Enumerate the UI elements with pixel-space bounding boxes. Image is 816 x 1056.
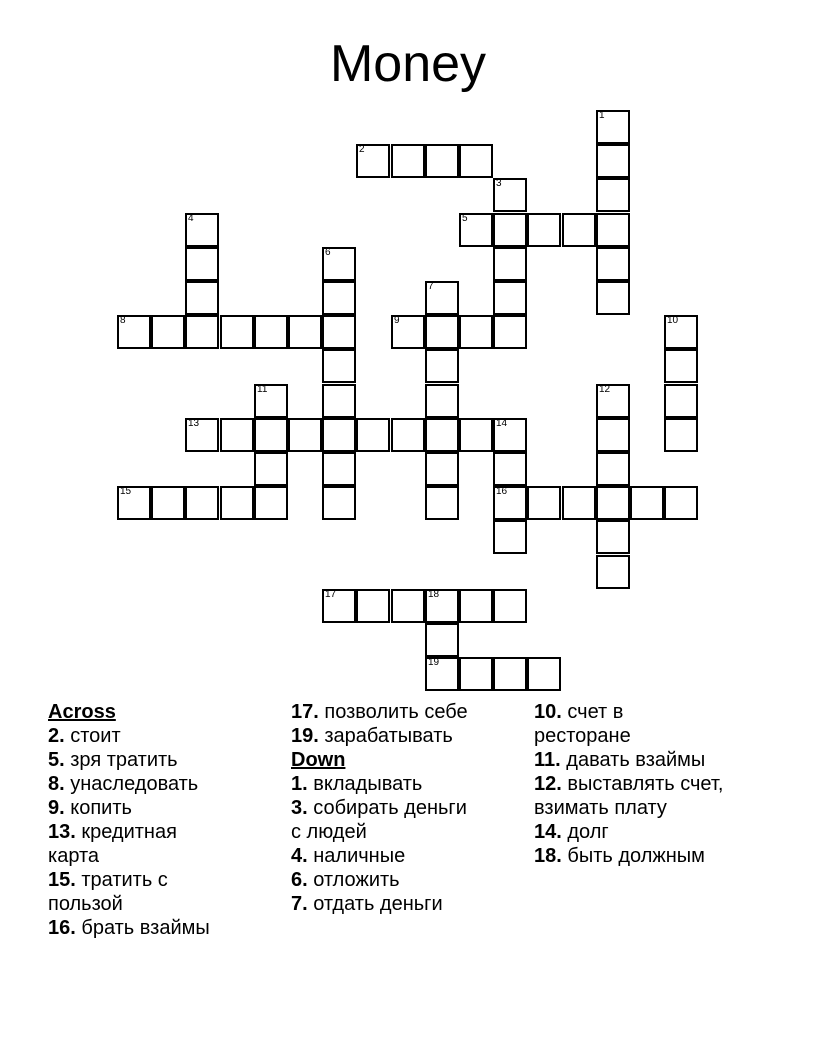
cell-number-3: 3 xyxy=(496,178,502,189)
grid-cell-r16-c10[interactable] xyxy=(459,657,493,691)
grid-cell-r11-c3[interactable] xyxy=(220,486,254,520)
cell-number-7: 7 xyxy=(428,281,434,292)
grid-cell-r11-c15[interactable] xyxy=(630,486,664,520)
grid-cell-r8-c4[interactable] xyxy=(254,384,288,418)
grid-cell-r11-c0[interactable] xyxy=(117,486,151,520)
grid-cell-r9-c4[interactable] xyxy=(254,418,288,452)
cell-number-1: 1 xyxy=(599,110,605,121)
grid-cell-r6-c16[interactable] xyxy=(664,315,698,349)
clue-down-10: 10. счет в ресторане xyxy=(534,701,631,747)
grid-cell-r14-c10[interactable] xyxy=(459,589,493,623)
clue-down-11: 11. давать взаймы xyxy=(534,749,706,771)
grid-cell-r8-c14[interactable] xyxy=(596,384,630,418)
grid-cell-r1-c14[interactable] xyxy=(596,144,630,178)
across-heading: Across xyxy=(48,701,116,723)
cell-number-17: 17 xyxy=(325,589,337,600)
grid-cell-r6-c10[interactable] xyxy=(459,315,493,349)
cell-number-8: 8 xyxy=(120,315,126,326)
grid-cell-r12-c11[interactable] xyxy=(493,520,527,554)
grid-cell-r11-c2[interactable] xyxy=(185,486,219,520)
cell-number-16: 16 xyxy=(496,486,508,497)
grid-cell-r9-c11[interactable] xyxy=(493,418,527,452)
grid-cell-r3-c14[interactable] xyxy=(596,213,630,247)
cell-number-2: 2 xyxy=(359,144,365,155)
cell-number-18: 18 xyxy=(428,589,440,600)
grid-cell-r5-c6[interactable] xyxy=(322,281,356,315)
grid-cell-r11-c4[interactable] xyxy=(254,486,288,520)
grid-cell-r1-c7[interactable] xyxy=(356,144,390,178)
cell-number-10: 10 xyxy=(667,315,679,326)
grid-cell-r3-c2[interactable] xyxy=(185,213,219,247)
clues-column-1 xyxy=(48,700,283,940)
clue-across-8: 8. унаследовать xyxy=(48,773,199,795)
clue-down-7: 7. отдать деньги xyxy=(291,893,443,915)
clue-down-18: 18. быть должным xyxy=(534,845,705,867)
grid-cell-r9-c8[interactable] xyxy=(391,418,425,452)
grid-cell-r5-c11[interactable] xyxy=(493,281,527,315)
grid-cell-r14-c8[interactable] xyxy=(391,589,425,623)
grid-cell-r8-c16[interactable] xyxy=(664,384,698,418)
grid-cell-r1-c9[interactable] xyxy=(425,144,459,178)
grid-cell-r1-c10[interactable] xyxy=(459,144,493,178)
grid-cell-r10-c6[interactable] xyxy=(322,452,356,486)
clue-down-12: 12. выставлять счет, взимать плату xyxy=(534,773,724,819)
grid-cell-r6-c8[interactable] xyxy=(391,315,425,349)
grid-cell-r13-c14[interactable] xyxy=(596,555,630,589)
down-heading: Down xyxy=(291,749,346,771)
grid-cell-r14-c11[interactable] xyxy=(493,589,527,623)
grid-cell-r11-c13[interactable] xyxy=(562,486,596,520)
clue-across-13: 13. кредитная карта xyxy=(48,821,177,867)
grid-cell-r11-c6[interactable] xyxy=(322,486,356,520)
grid-cell-r0-c14[interactable] xyxy=(596,110,630,144)
grid-cell-r9-c7[interactable] xyxy=(356,418,390,452)
grid-cell-r16-c11[interactable] xyxy=(493,657,527,691)
grid-cell-r3-c12[interactable] xyxy=(527,213,561,247)
puzzle-title: Money xyxy=(329,35,487,93)
cell-number-15: 15 xyxy=(120,486,132,497)
grid-cell-r9-c9[interactable] xyxy=(425,418,459,452)
grid-cell-r11-c9[interactable] xyxy=(425,486,459,520)
clue-down-6: 6. отложить xyxy=(291,869,400,891)
grid-cell-r6-c9[interactable] xyxy=(425,315,459,349)
grid-cell-r6-c6[interactable] xyxy=(322,315,356,349)
clue-across-16: 16. брать взаймы xyxy=(48,917,210,939)
grid-cell-r9-c2[interactable] xyxy=(185,418,219,452)
cell-number-4: 4 xyxy=(188,213,194,224)
cell-number-13: 13 xyxy=(188,418,200,429)
grid-cell-r4-c11[interactable] xyxy=(493,247,527,281)
grid-cell-r10-c4[interactable] xyxy=(254,452,288,486)
grid-cell-r16-c12[interactable] xyxy=(527,657,561,691)
grid-cell-r9-c6[interactable] xyxy=(322,418,356,452)
clue-across-19: 19. зарабатывать xyxy=(291,725,453,747)
grid-cell-r9-c10[interactable] xyxy=(459,418,493,452)
grid-cell-r7-c16[interactable] xyxy=(664,349,698,383)
clue-down-1: 1. вкладывать xyxy=(291,773,423,795)
cell-number-6: 6 xyxy=(325,247,331,258)
cell-number-19: 19 xyxy=(428,657,440,668)
cell-number-14: 14 xyxy=(496,418,508,429)
grid-cell-r11-c14[interactable] xyxy=(596,486,630,520)
grid-cell-r10-c9[interactable] xyxy=(425,452,459,486)
grid-cell-r1-c8[interactable] xyxy=(391,144,425,178)
clue-across-17: 17. позволить себе xyxy=(291,701,468,723)
cell-number-5: 5 xyxy=(462,213,468,224)
grid-cell-r11-c1[interactable] xyxy=(151,486,185,520)
grid-cell-r5-c9[interactable] xyxy=(425,281,459,315)
grid-cell-r4-c14[interactable] xyxy=(596,247,630,281)
grid-cell-r5-c2[interactable] xyxy=(185,281,219,315)
grid-cell-r6-c11[interactable] xyxy=(493,315,527,349)
grid-cell-r7-c9[interactable] xyxy=(425,349,459,383)
grid-cell-r14-c6[interactable] xyxy=(322,589,356,623)
grid-cell-r11-c16[interactable] xyxy=(664,486,698,520)
grid-cell-r4-c2[interactable] xyxy=(185,247,219,281)
clues-column-2 xyxy=(291,700,526,916)
grid-cell-r3-c10[interactable] xyxy=(459,213,493,247)
grid-cell-r8-c9[interactable] xyxy=(425,384,459,418)
grid-cell-r10-c14[interactable] xyxy=(596,452,630,486)
grid-cell-r9-c16[interactable] xyxy=(664,418,698,452)
grid-cell-r12-c14[interactable] xyxy=(596,520,630,554)
grid-cell-r16-c9[interactable] xyxy=(425,657,459,691)
grid-cell-r3-c13[interactable] xyxy=(562,213,596,247)
grid-cell-r6-c0[interactable] xyxy=(117,315,151,349)
cell-number-11: 11 xyxy=(257,384,268,395)
clue-down-3: 3. собирать деньги с людей xyxy=(291,797,467,843)
grid-cell-r4-c6[interactable] xyxy=(322,247,356,281)
grid-cell-r9-c5[interactable] xyxy=(288,418,322,452)
grid-cell-r9-c3[interactable] xyxy=(220,418,254,452)
grid-cell-r9-c14[interactable] xyxy=(596,418,630,452)
grid-cell-r5-c14[interactable] xyxy=(596,281,630,315)
grid-cell-r2-c14[interactable] xyxy=(596,178,630,212)
grid-cell-r11-c12[interactable] xyxy=(527,486,561,520)
grid-cell-r8-c6[interactable] xyxy=(322,384,356,418)
clue-across-2: 2. стоит xyxy=(48,725,121,747)
clue-down-14: 14. долг xyxy=(534,821,609,843)
clue-across-15: 15. тратить с пользой xyxy=(48,869,168,915)
clue-down-4: 4. наличные xyxy=(291,845,406,867)
grid-cell-r6-c5[interactable] xyxy=(288,315,322,349)
grid-cell-r15-c9[interactable] xyxy=(425,623,459,657)
grid-cell-r6-c4[interactable] xyxy=(254,315,288,349)
clues-column-3 xyxy=(534,700,774,868)
grid-cell-r6-c2[interactable] xyxy=(185,315,219,349)
grid-cell-r14-c7[interactable] xyxy=(356,589,390,623)
grid-cell-r2-c11[interactable] xyxy=(493,178,527,212)
cell-number-9: 9 xyxy=(394,315,400,326)
grid-cell-r6-c3[interactable] xyxy=(220,315,254,349)
grid-cell-r7-c6[interactable] xyxy=(322,349,356,383)
grid-cell-r10-c11[interactable] xyxy=(493,452,527,486)
clue-across-9: 9. копить xyxy=(48,797,132,819)
grid-cell-r3-c11[interactable] xyxy=(493,213,527,247)
grid-cell-r6-c1[interactable] xyxy=(151,315,185,349)
grid-cell-r11-c11[interactable] xyxy=(493,486,527,520)
clue-across-5: 5. зря тратить xyxy=(48,749,178,771)
cell-number-12: 12 xyxy=(599,384,611,395)
grid-cell-r14-c9[interactable] xyxy=(425,589,459,623)
